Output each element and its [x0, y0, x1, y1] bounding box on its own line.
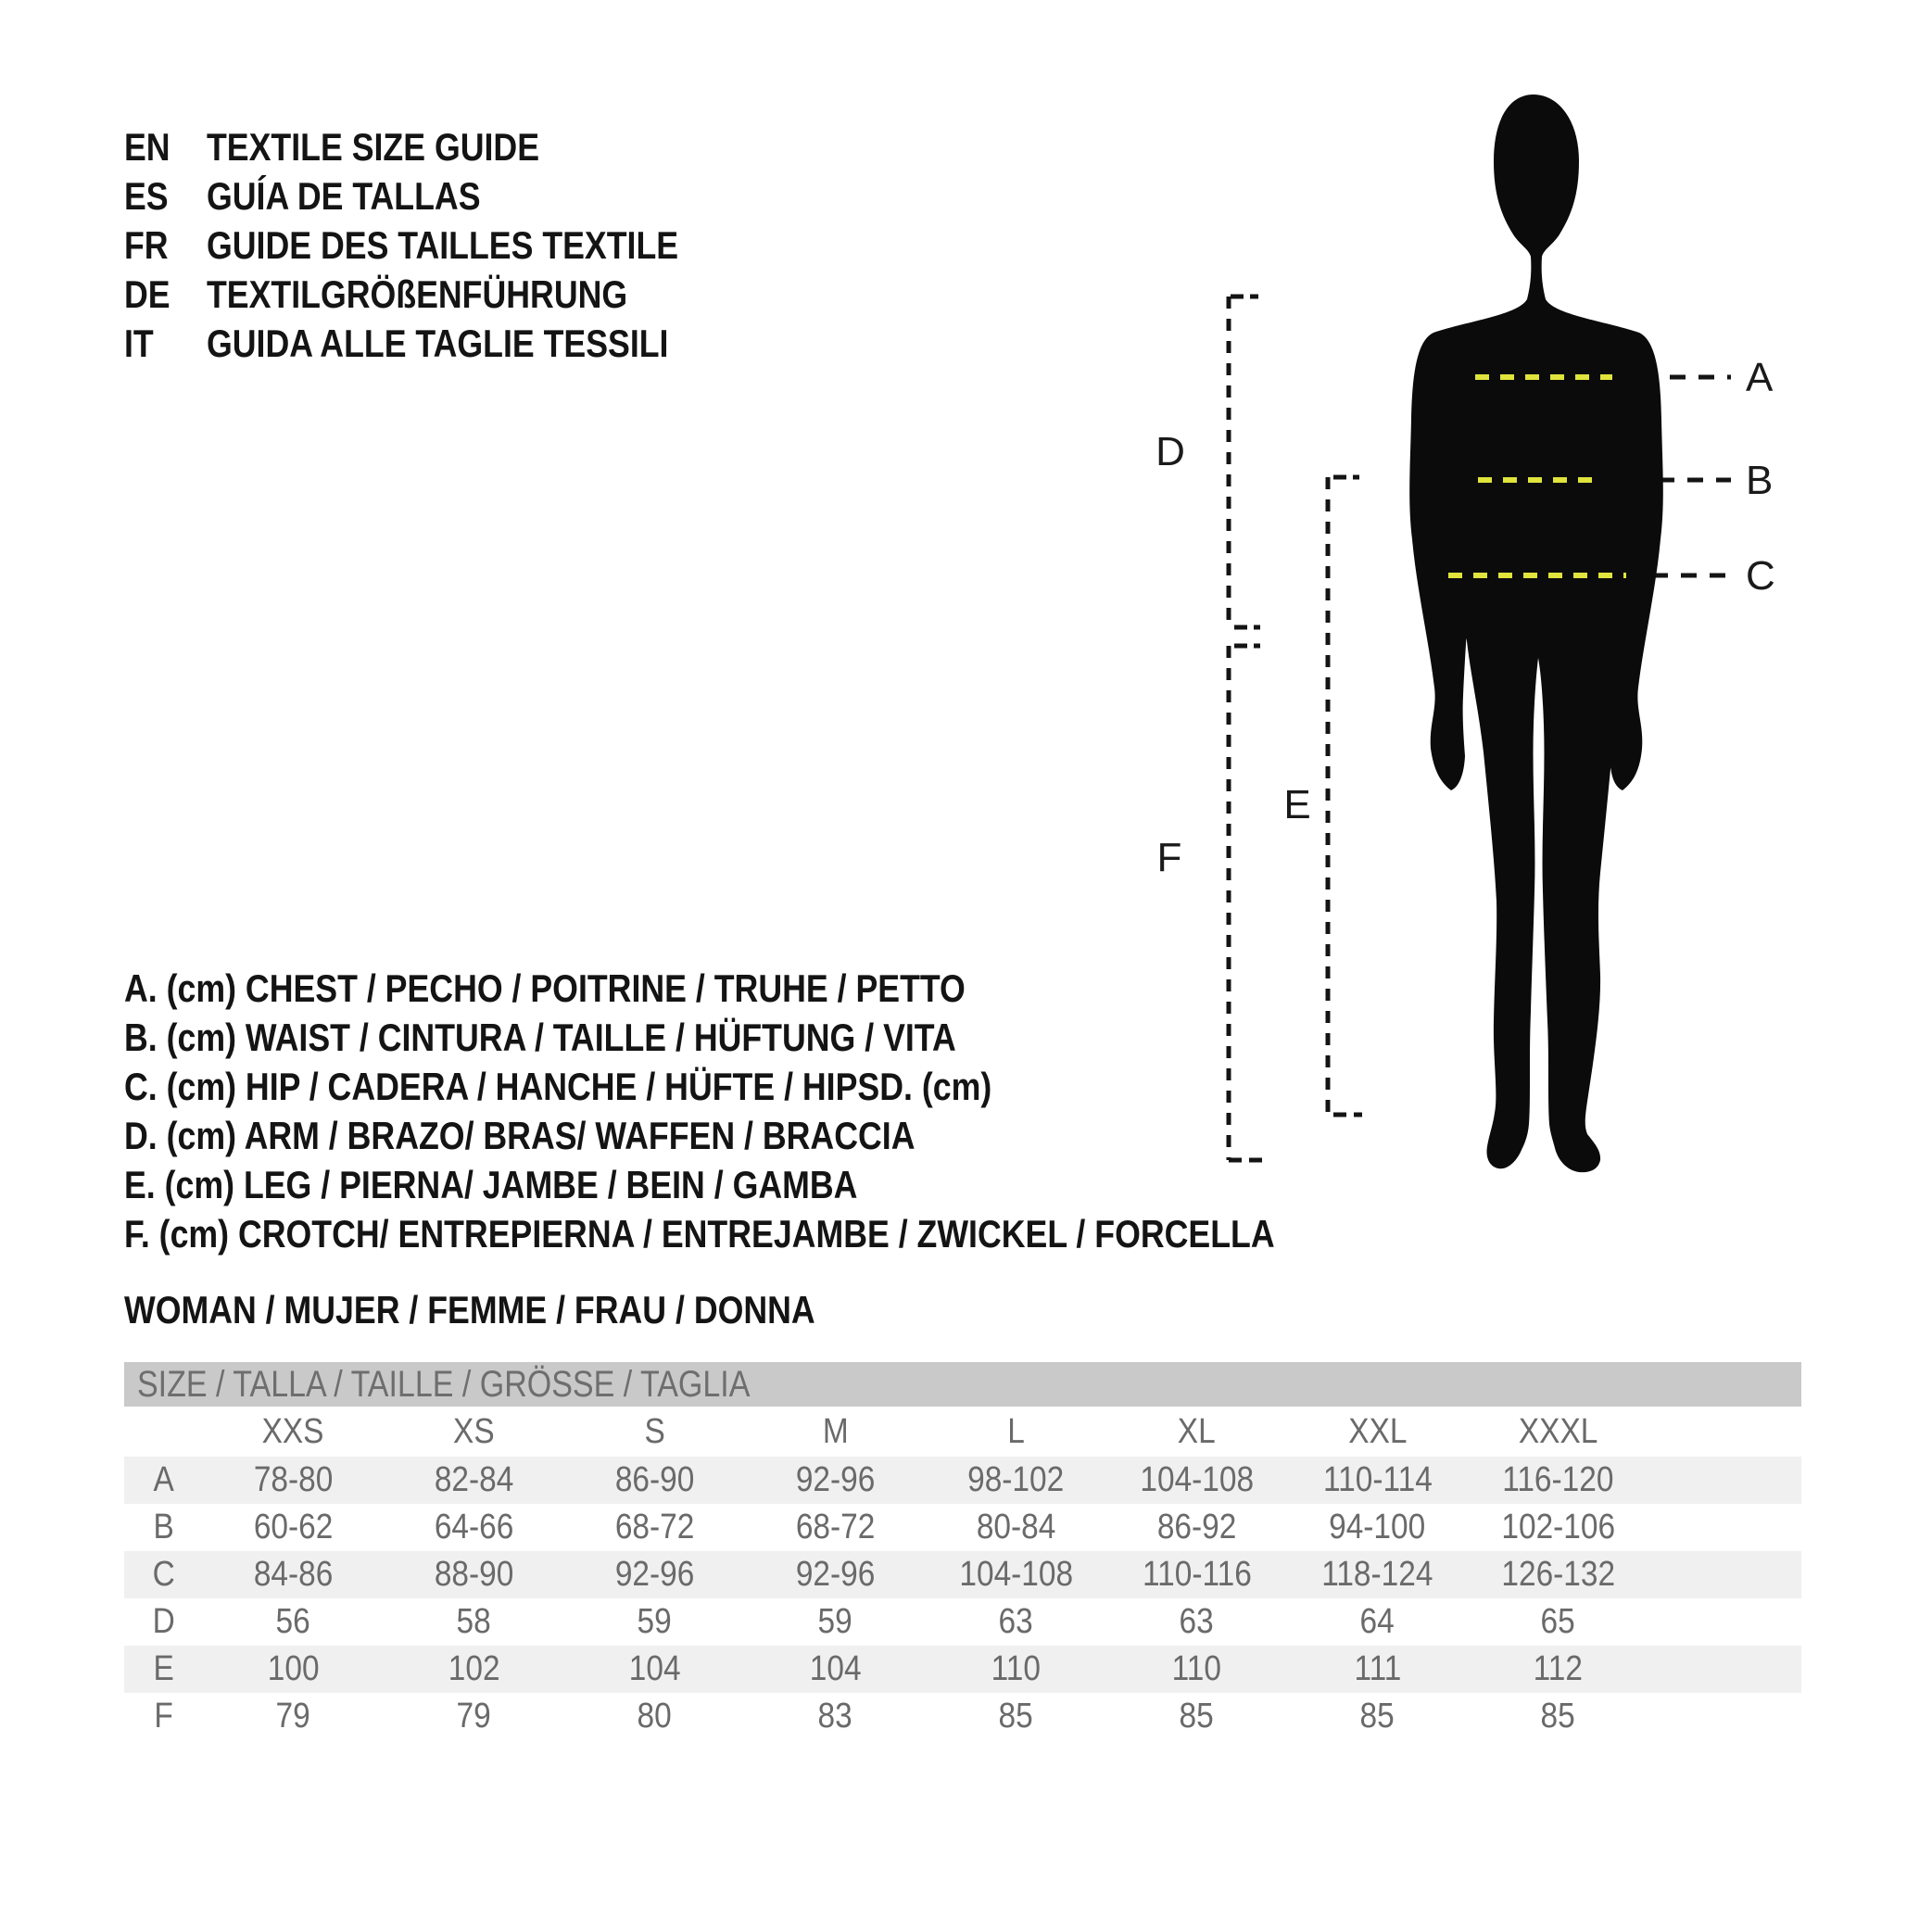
- cell: 98-102: [967, 1460, 1065, 1499]
- table-row-arm: [124, 1598, 1801, 1646]
- language-code: DE: [124, 271, 170, 316]
- cell: 110: [991, 1649, 1042, 1688]
- language-code: FR: [124, 222, 169, 267]
- cell: 126-132: [1501, 1555, 1615, 1594]
- cell: 65: [1540, 1602, 1576, 1641]
- language-row-es: [124, 171, 762, 221]
- cell: 88-90: [434, 1555, 514, 1594]
- cell: 111: [1354, 1649, 1401, 1688]
- cell: 85: [1179, 1697, 1215, 1735]
- cell: 79: [456, 1697, 492, 1735]
- size-col-header: XXL: [1347, 1411, 1408, 1451]
- cell: 59: [817, 1602, 853, 1641]
- language-title: GUÍA DE TALLAS: [207, 173, 481, 218]
- size-col-header: S: [644, 1411, 665, 1451]
- cell: 56: [275, 1602, 311, 1641]
- cell: 110: [1171, 1649, 1222, 1688]
- cell: 116-120: [1502, 1460, 1614, 1499]
- language-title: TEXTILE SIZE GUIDE: [207, 124, 540, 169]
- cell: 60-62: [253, 1508, 334, 1546]
- cell: 68-72: [795, 1508, 876, 1546]
- cell: 102: [448, 1649, 500, 1688]
- cell: 79: [275, 1697, 311, 1735]
- cell: 85: [1540, 1697, 1576, 1735]
- row-label: B: [153, 1508, 174, 1546]
- hip-label: C: [1746, 553, 1775, 599]
- language-title-list: [124, 122, 762, 368]
- cell: 85: [998, 1697, 1034, 1735]
- row-label: F: [154, 1697, 173, 1735]
- size-table: [124, 1362, 1801, 1740]
- gender-heading: WOMAN / MUJER / FEMME / FRAU / DONNA: [124, 1287, 815, 1332]
- row-label: C: [152, 1555, 175, 1594]
- cell: 84-86: [253, 1555, 334, 1594]
- cell: 94-100: [1329, 1508, 1426, 1546]
- cell: 80-84: [976, 1508, 1056, 1546]
- cell: 110-114: [1322, 1460, 1433, 1499]
- cell: 64-66: [434, 1508, 514, 1546]
- language-row-en: [124, 122, 762, 171]
- cell: 78-80: [253, 1460, 334, 1499]
- arm-label: D: [1155, 429, 1185, 474]
- legend-chest: A. (cm) CHEST / PECHO / POITRINE / TRUHE / PETTO: [124, 966, 966, 1010]
- size-col-header: M: [822, 1411, 849, 1451]
- cell: 102-106: [1501, 1508, 1615, 1546]
- legend-arm: D. (cm) ARM / BRAZO/ BRAS/ WAFFEN / BRACCIA: [124, 1113, 915, 1157]
- row-label: E: [153, 1649, 174, 1688]
- cell: 92-96: [795, 1555, 876, 1594]
- cell: 112: [1533, 1649, 1584, 1688]
- language-code: ES: [124, 173, 169, 218]
- table-row-waist: [124, 1504, 1801, 1551]
- row-label: D: [152, 1602, 175, 1641]
- table-row-crotch: [124, 1693, 1801, 1740]
- crotch-label: F: [1156, 835, 1182, 880]
- legend-crotch: F. (cm) CROTCH/ ENTREPIERNA / ENTREJAMBE / ZWICKEL / FORCELLA: [124, 1211, 1275, 1256]
- language-row-de: [124, 270, 762, 319]
- size-col-header: XXS: [262, 1411, 324, 1451]
- language-row-fr: [124, 221, 762, 270]
- cell: 59: [637, 1602, 673, 1641]
- cell: 68-72: [614, 1508, 695, 1546]
- language-code: EN: [124, 124, 170, 169]
- language-code: IT: [124, 321, 154, 365]
- cell: 110-116: [1142, 1555, 1252, 1594]
- cell: 104-108: [1140, 1460, 1254, 1499]
- table-row-hip: [124, 1551, 1801, 1598]
- cell: 92-96: [795, 1460, 876, 1499]
- size-table-header-bar: [124, 1362, 1801, 1407]
- cell: 63: [1179, 1602, 1215, 1641]
- leg-label: E: [1283, 782, 1311, 827]
- language-row-it: [124, 319, 762, 368]
- cell: 104-108: [959, 1555, 1073, 1594]
- cell: 104: [809, 1649, 862, 1688]
- cell: 80: [637, 1697, 673, 1735]
- legend-hip: C. (cm) HIP / CADERA / HANCHE / HÜFTE / HIPSD. (cm): [124, 1064, 992, 1108]
- cell: 83: [817, 1697, 853, 1735]
- cell: 104: [628, 1649, 681, 1688]
- row-label: A: [153, 1460, 174, 1499]
- legend-leg: E. (cm) LEG / PIERNA/ JAMBE / BEIN / GAMBA: [124, 1162, 858, 1206]
- size-col-header: XS: [453, 1411, 495, 1451]
- language-title: GUIDA ALLE TAGLIE TESSILI: [207, 321, 669, 365]
- cell: 63: [998, 1602, 1034, 1641]
- cell: 92-96: [614, 1555, 695, 1594]
- chest-label: A: [1746, 355, 1774, 400]
- legend-waist: B. (cm) WAIST / CINTURA / TAILLE / HÜFTUNG / VITA: [124, 1015, 956, 1059]
- size-col-header: XL: [1178, 1411, 1216, 1451]
- cell: 58: [456, 1602, 492, 1641]
- waist-label: B: [1746, 458, 1774, 503]
- cell: 64: [1359, 1602, 1395, 1641]
- size-header-row: [124, 1407, 1801, 1457]
- cell: 86-90: [614, 1460, 695, 1499]
- size-table-header-label: SIZE / TALLA / TAILLE / GRÖSSE / TAGLIA: [137, 1363, 751, 1405]
- cell: 82-84: [434, 1460, 514, 1499]
- size-col-header: XXXL: [1518, 1411, 1598, 1451]
- cell: 85: [1359, 1697, 1395, 1735]
- cell: 86-92: [1156, 1508, 1237, 1546]
- table-row-leg: [124, 1646, 1801, 1693]
- language-title: TEXTILGRÖßENFÜHRUNG: [207, 271, 628, 316]
- table-row-chest: [124, 1457, 1801, 1504]
- measurement-legend: [124, 964, 1478, 1258]
- cell: 118-124: [1321, 1555, 1433, 1594]
- language-title: GUIDE DES TAILLES TEXTILE: [207, 222, 679, 267]
- size-col-header: L: [1007, 1411, 1025, 1451]
- cell: 100: [267, 1649, 320, 1688]
